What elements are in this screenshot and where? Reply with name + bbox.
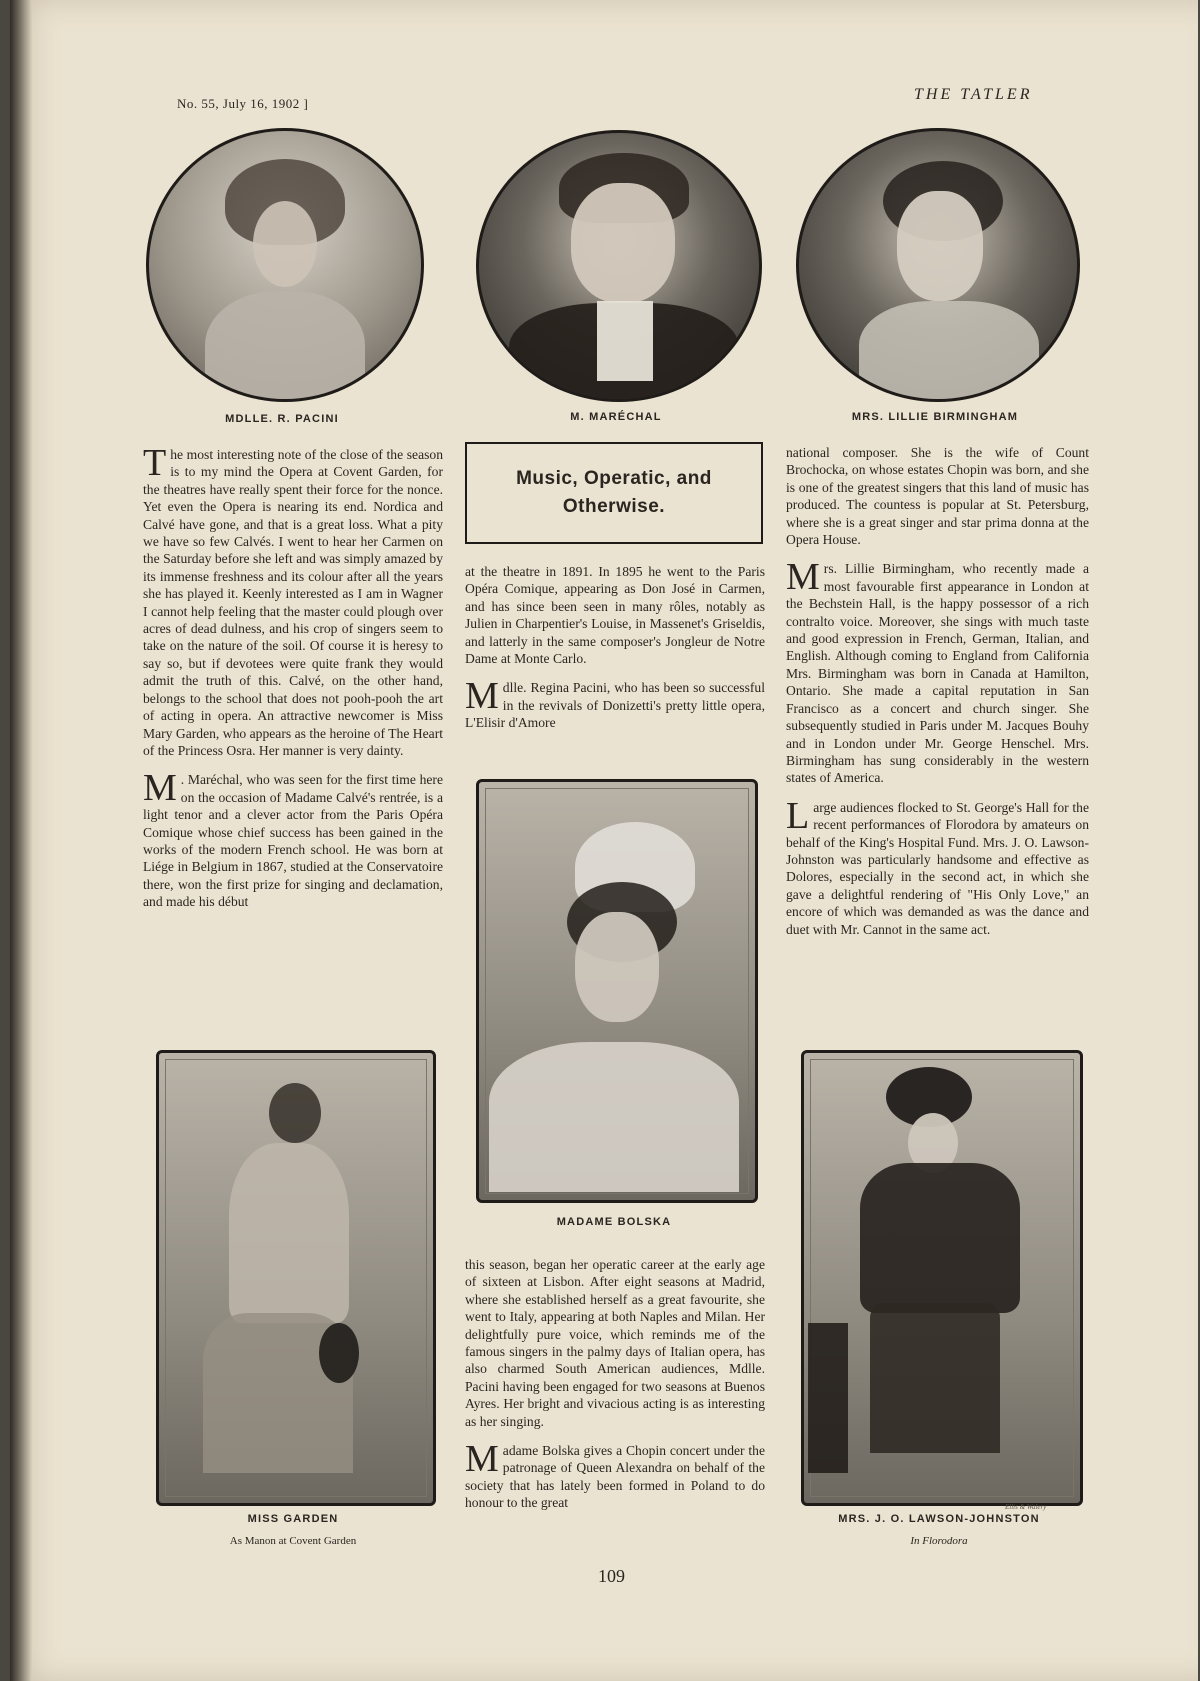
photo-credit: Ellis & Walery: [1005, 1503, 1047, 1511]
book-spine: [10, 0, 32, 1681]
subcaption-lawson-johnston: In Florodora: [910, 1535, 968, 1547]
paragraph: Mrs. Lillie Birmingham, who recently made a most favourable first appearance in London at the Bechstein Hall, is the happy possessor of a rich contralto voice. Moreover, she sings with much taste and good expression in French, German, Italian, and English. Although coming to England from California Mrs. Birmingham was born in Canada at Hamilton, Ontario. She made a capital reputation in San Francisco as a concert and church singer. She subsequently studied in Paris under M. Jacques Bouhy and in London under Mr. George Henschel. Mrs. Birmingham has sung considerably in the western states of America.: [786, 556, 1089, 786]
caption-garden: MISS GARDEN: [247, 1513, 339, 1525]
caption-pacini: MDLLE. R. PACINI: [225, 413, 339, 425]
caption-birmingham: MRS. LILLIE BIRMINGHAM: [851, 411, 1019, 423]
subcaption-garden: As Manon at Covent Garden: [229, 1535, 357, 1547]
portrait-marechal: [476, 130, 762, 402]
column-2-top: [465, 563, 765, 753]
portrait-birmingham: [796, 128, 1080, 402]
photo-lawson-johnston: [801, 1050, 1083, 1506]
magazine-page: [10, 0, 1198, 1681]
paragraph: at the theatre in 1891. In 1895 he went to the Paris Opéra Comique, appearing as Don José in Carmen, and has since been seen in many rôles, notably as Julien in Charpentier's Louise, in Massenet's Griseldis, and latterly in the same composer's Jongleur de Notre Dame at Monte Carlo.: [465, 564, 765, 667]
photo-bolska: [476, 779, 758, 1203]
paragraph: this season, began her operatic career at the early age of sixteen at Lisbon. After eight seasons at Madrid, where she established herself as a great favourite, she went to Italy, appearing at both Naples and Milan. Her delightfully pure voice, which reminds me of the famous singers in the palmy days of Italian opera, has also charmed South American audiences, Mdlle. Pacini having been engaged for two seasons at Buenos Ayres. Her bright and vivacious acting is as interesting as her singing.: [465, 1257, 765, 1429]
column-1: [143, 446, 443, 1028]
portrait-pacini: [146, 128, 424, 402]
caption-lawson-johnston: MRS. J. O. LAWSON-JOHNSTON: [838, 1513, 1040, 1525]
caption-marechal: M. MARÉCHAL: [570, 411, 662, 423]
issue-header: No. 55, July 16, 1902 ]: [177, 96, 309, 111]
paragraph: Large audiences flocked to St. George's Hall for the recent performances of Florodora by amateurs on behalf of the King's Hospital Fund. Mrs. J. O. Lawson-Johnston was particularly handsome and effective as Dolores, especially in the second act, in which she gave a delightful rendering of "His Only Love," an encore of which was demanded as was the dance and duet with Mr. Cannot in the same act.: [786, 794, 1089, 937]
paragraph: national composer. She is the wife of Count Brochocka, on whose estates Chopin was born, and she is one of the greatest singers that this land of music has produced. The countess is popular at St. Petersburg, where she is a great singer and star prima donna at the Opera House.: [786, 445, 1089, 548]
magazine-title: THE TATLER: [914, 86, 1033, 103]
column-2-bottom: [465, 1256, 765, 1558]
article-title-box: [465, 442, 763, 544]
paragraph: Madame Bolska gives a Chopin concert under the patronage of Queen Alexandra on behalf of the society that has lately been formed in Poland to do honour to the great: [465, 1438, 765, 1511]
paragraph: M . Maréchal, who was seen for the first time here on the occasion of Madame Calvé's rentrée, is a light tenor and a clever actor from the Paris Opéra Comique whose chief success has been gained in the works of the modern French school. He was born at Liége in Belgium in 1867, studied at the Conservatoire there, won the first prize for singing and declamation, and made his début: [143, 767, 443, 910]
column-3: [786, 444, 1089, 1026]
paragraph: Mdlle. Regina Pacini, who has been so successful in the revivals of Donizetti's pretty little opera, L'Elisir d'Amore: [465, 675, 765, 731]
article-title: Music, Operatic, and Otherwise.: [516, 468, 712, 517]
page-number: 109: [598, 1566, 625, 1586]
photo-garden: [156, 1050, 436, 1506]
caption-bolska: MADAME BOLSKA: [556, 1216, 672, 1228]
paragraph: The most interesting note of the close of the season is to my mind the Opera at Covent Garden, for the theatres have really spent their force for the nonce. Yet even the Opera is nearing its end. Nordica and Calvé have gone, and that is a great loss. What a pity we have so few Calvés. I went to hear her Carmen on the Saturday before she left and was simply amazed by its immense freshness and its colour after all the years she has played it. Keenly interested as I am in Wagner I cannot help feeling that the master could plough over acres of dead dulness, and his crop of singers seem to take on the nature of the soil. Of course it is heresy to say so, but if devotees were quite frank they would admit the truth of this. Calvé, on the other hand, belongs to the school that does not pooh-pooh the art of acting in opera. An attractive newcomer is Miss Mary Garden, who appears as the heroine of The Heart of the Princess Osra. Her manner is very dainty.: [143, 446, 443, 758]
